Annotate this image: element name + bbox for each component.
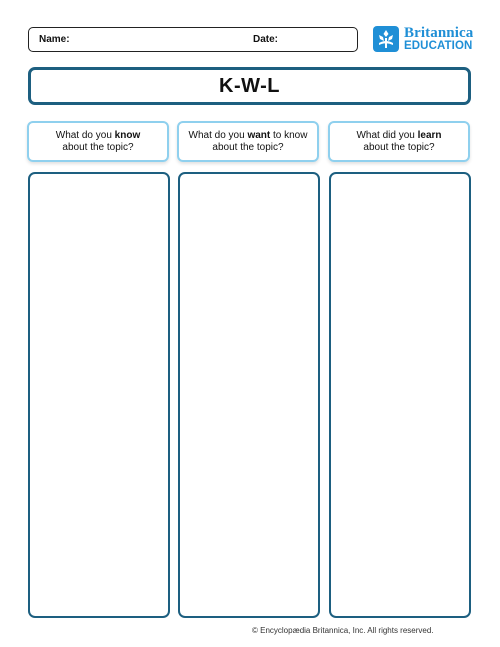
question-want-line2: about the topic? bbox=[212, 141, 284, 153]
question-know bbox=[27, 121, 169, 162]
question-know-line2: about the topic? bbox=[62, 141, 134, 153]
page-title: K-W-L bbox=[219, 74, 280, 97]
know-answer-box[interactable] bbox=[28, 172, 170, 618]
question-want-line1: What do you want to know bbox=[188, 129, 308, 141]
britannica-logo bbox=[373, 25, 473, 55]
name-label: Name: bbox=[39, 34, 70, 45]
logo-text-education: EDUCATION bbox=[404, 40, 473, 52]
title-box bbox=[28, 67, 471, 105]
date-label: Date: bbox=[253, 34, 279, 45]
question-learn bbox=[328, 121, 470, 162]
name-date-field[interactable] bbox=[28, 27, 358, 52]
copyright-footer: © Encyclopædia Britannica, Inc. All rights reserved. bbox=[252, 626, 434, 635]
question-want bbox=[177, 121, 319, 162]
thistle-icon bbox=[373, 26, 399, 52]
question-know-line1: What do you know bbox=[55, 129, 141, 141]
question-learn-line2: about the topic? bbox=[363, 141, 435, 153]
question-learn-line1: What did you learn bbox=[356, 129, 442, 141]
learn-answer-box[interactable] bbox=[329, 172, 471, 618]
want-answer-box[interactable] bbox=[178, 172, 320, 618]
logo-text-britannica: Britannica bbox=[404, 25, 474, 41]
